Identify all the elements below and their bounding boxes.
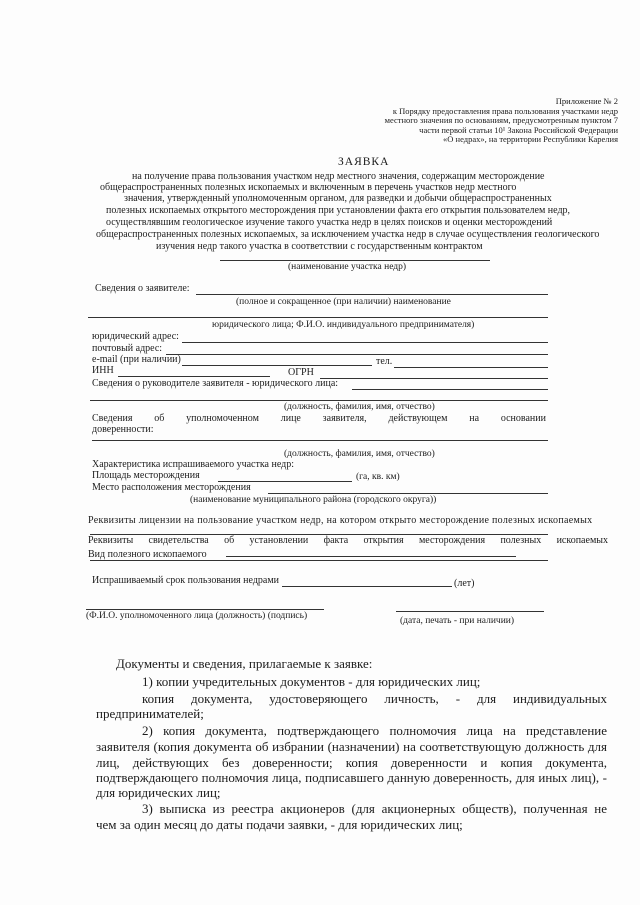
head-info-label: Сведения о руководителе заявителя - юридического лица: bbox=[92, 378, 339, 389]
applicant-name-line[interactable] bbox=[196, 294, 548, 295]
intro-line: осуществлявшим геологическое изучение такого участка недр в целях поисков и оценки месторождений bbox=[106, 217, 553, 228]
attachment-item-1: 1) копии учредительных документов - для юридических лиц; bbox=[142, 674, 481, 689]
attachment-item-2-cont: для юридических лиц; bbox=[96, 785, 221, 800]
position-caption: (должность, фамилия, имя, отчество) bbox=[284, 449, 435, 459]
attachments-heading: Документы и сведения, прилагаемые к заявке: bbox=[116, 656, 373, 671]
head-info-line-2[interactable] bbox=[90, 400, 548, 401]
authorized-info-label-2: доверенности: bbox=[92, 424, 154, 435]
legal-address-label: юридический адрес: bbox=[92, 331, 179, 342]
requested-term-line[interactable] bbox=[282, 586, 452, 587]
appendix-line: Приложение № 2 bbox=[555, 96, 618, 106]
ogrn-line[interactable] bbox=[320, 378, 548, 379]
deposit-location-label: Место расположения месторождения bbox=[92, 482, 251, 493]
attachment-item-1b: копия документа, удостоверяющего личность, - для индивидуальных bbox=[142, 691, 607, 706]
appendix-line: к Порядку предоставления права пользования участками недр bbox=[392, 106, 618, 116]
mineral-type-label: Вид полезного ископаемого bbox=[88, 549, 207, 560]
date-caption: (дата, печать - при наличии) bbox=[400, 616, 515, 626]
intro-line: изучения недр такого участка в соответствии с государственным контрактом bbox=[156, 241, 483, 252]
intro-line: на получение права пользования участком недр местного значения, содержащим месторождение bbox=[132, 171, 545, 182]
appendix-line: местного значения по основаниям, предусмотренным пунктом 7 bbox=[384, 115, 618, 125]
mineral-type-line[interactable] bbox=[226, 556, 516, 557]
attachment-item-2-cont: лиц, действующих без доверенности; копия доверенности и копия документа, bbox=[96, 755, 607, 770]
appendix-line: части первой статьи 10¹ Закона Российской Федерации bbox=[419, 125, 618, 135]
deposit-location-line[interactable] bbox=[268, 493, 548, 494]
entity-caption: юридического лица; Ф.И.О. индивидуального предпринимателя) bbox=[212, 320, 475, 330]
certificate-details-line[interactable] bbox=[90, 560, 548, 561]
email-line[interactable] bbox=[182, 365, 372, 366]
certificate-details-label: Реквизиты свидетельства об установлении факта открытия месторождения полезных ископаемых bbox=[88, 535, 608, 546]
authorized-info-line[interactable] bbox=[92, 440, 548, 441]
attachment-item-2-cont: подтверждающего полномочия лица, подписавшего данную доверенность, для иных лиц), - bbox=[96, 770, 607, 785]
attachment-item-1b-cont: предпринимателей; bbox=[96, 706, 204, 721]
years-label: (лет) bbox=[454, 578, 475, 589]
authorized-info-label: Сведения об уполномоченном лице заявителя, действующем на основании bbox=[92, 413, 546, 424]
phone-label: тел. bbox=[376, 356, 393, 367]
intro-line: полезных ископаемых открытого месторождения при установлении факта его открытия пользователем недр, bbox=[106, 205, 571, 216]
site-name-line[interactable] bbox=[220, 260, 490, 261]
inn-label: ИНН bbox=[92, 365, 114, 376]
intro-line: значения, утвержденный уполномоченным органом, для разведки и добычи общераспространенных bbox=[124, 193, 552, 204]
site-name-caption: (наименование участка недр) bbox=[288, 262, 407, 272]
intro-line: общераспространенных полезных ископаемых, за исключением участка недр в случае осуществления геологического bbox=[96, 229, 600, 240]
appendix-line: «О недрах», на территории Республики Карелия bbox=[443, 134, 618, 144]
head-info-line[interactable] bbox=[352, 389, 548, 390]
ogrn-label: ОГРН bbox=[288, 367, 314, 378]
municipality-caption: (наименование муниципального района (городского округа)) bbox=[190, 495, 437, 505]
phone-line[interactable] bbox=[394, 367, 548, 368]
requested-term-label: Испрашиваемый срок пользования недрами bbox=[92, 575, 280, 586]
attachment-item-3: 3) выписка из реестра акционеров (для акционерных обществ), полученная не bbox=[142, 801, 607, 816]
email-label: e-mail (при наличии) bbox=[92, 354, 181, 365]
area-units: (га, кв. км) bbox=[356, 472, 400, 482]
signature-line[interactable] bbox=[86, 609, 324, 610]
applicant-label: Сведения о заявителе: bbox=[95, 283, 190, 294]
intro-line: общераспространенных полезных ископаемых и включенным в перечень участков недр местного bbox=[100, 182, 517, 193]
attachment-item-2: 2) копия документа, подтверждающего полномочия лица на представление bbox=[142, 723, 607, 738]
postal-address-line[interactable] bbox=[166, 354, 548, 355]
site-characteristics-label: Характеристика испрашиваемого участка недр: bbox=[92, 459, 295, 470]
attachment-item-3-cont: чем за один месяц до даты подачи заявки, - для юридических лиц; bbox=[96, 817, 463, 832]
postal-address-label: почтовый адрес: bbox=[92, 343, 163, 354]
license-details-label: Реквизиты лицензии на пользование участком недр, на котором открыто месторождение полезных ископаемых bbox=[88, 515, 593, 526]
applicant-name-line-2[interactable] bbox=[88, 317, 548, 318]
deposit-area-label: Площадь месторождения bbox=[92, 470, 200, 481]
position-caption: (должность, фамилия, имя, отчество) bbox=[284, 402, 435, 412]
attachment-item-2-cont: заявителя (копия документа об избрании (назначении) на соответствующую должность для bbox=[96, 739, 607, 754]
signer-caption: (Ф.И.О. уполномоченного лица (должность) (подпись) bbox=[86, 611, 308, 621]
inn-line[interactable] bbox=[118, 376, 270, 377]
date-line[interactable] bbox=[396, 611, 544, 612]
fullname-caption: (полное и сокращенное (при наличии) наименование bbox=[236, 297, 451, 307]
document-title: ЗАЯВКА bbox=[338, 156, 390, 168]
legal-address-line[interactable] bbox=[182, 342, 548, 343]
